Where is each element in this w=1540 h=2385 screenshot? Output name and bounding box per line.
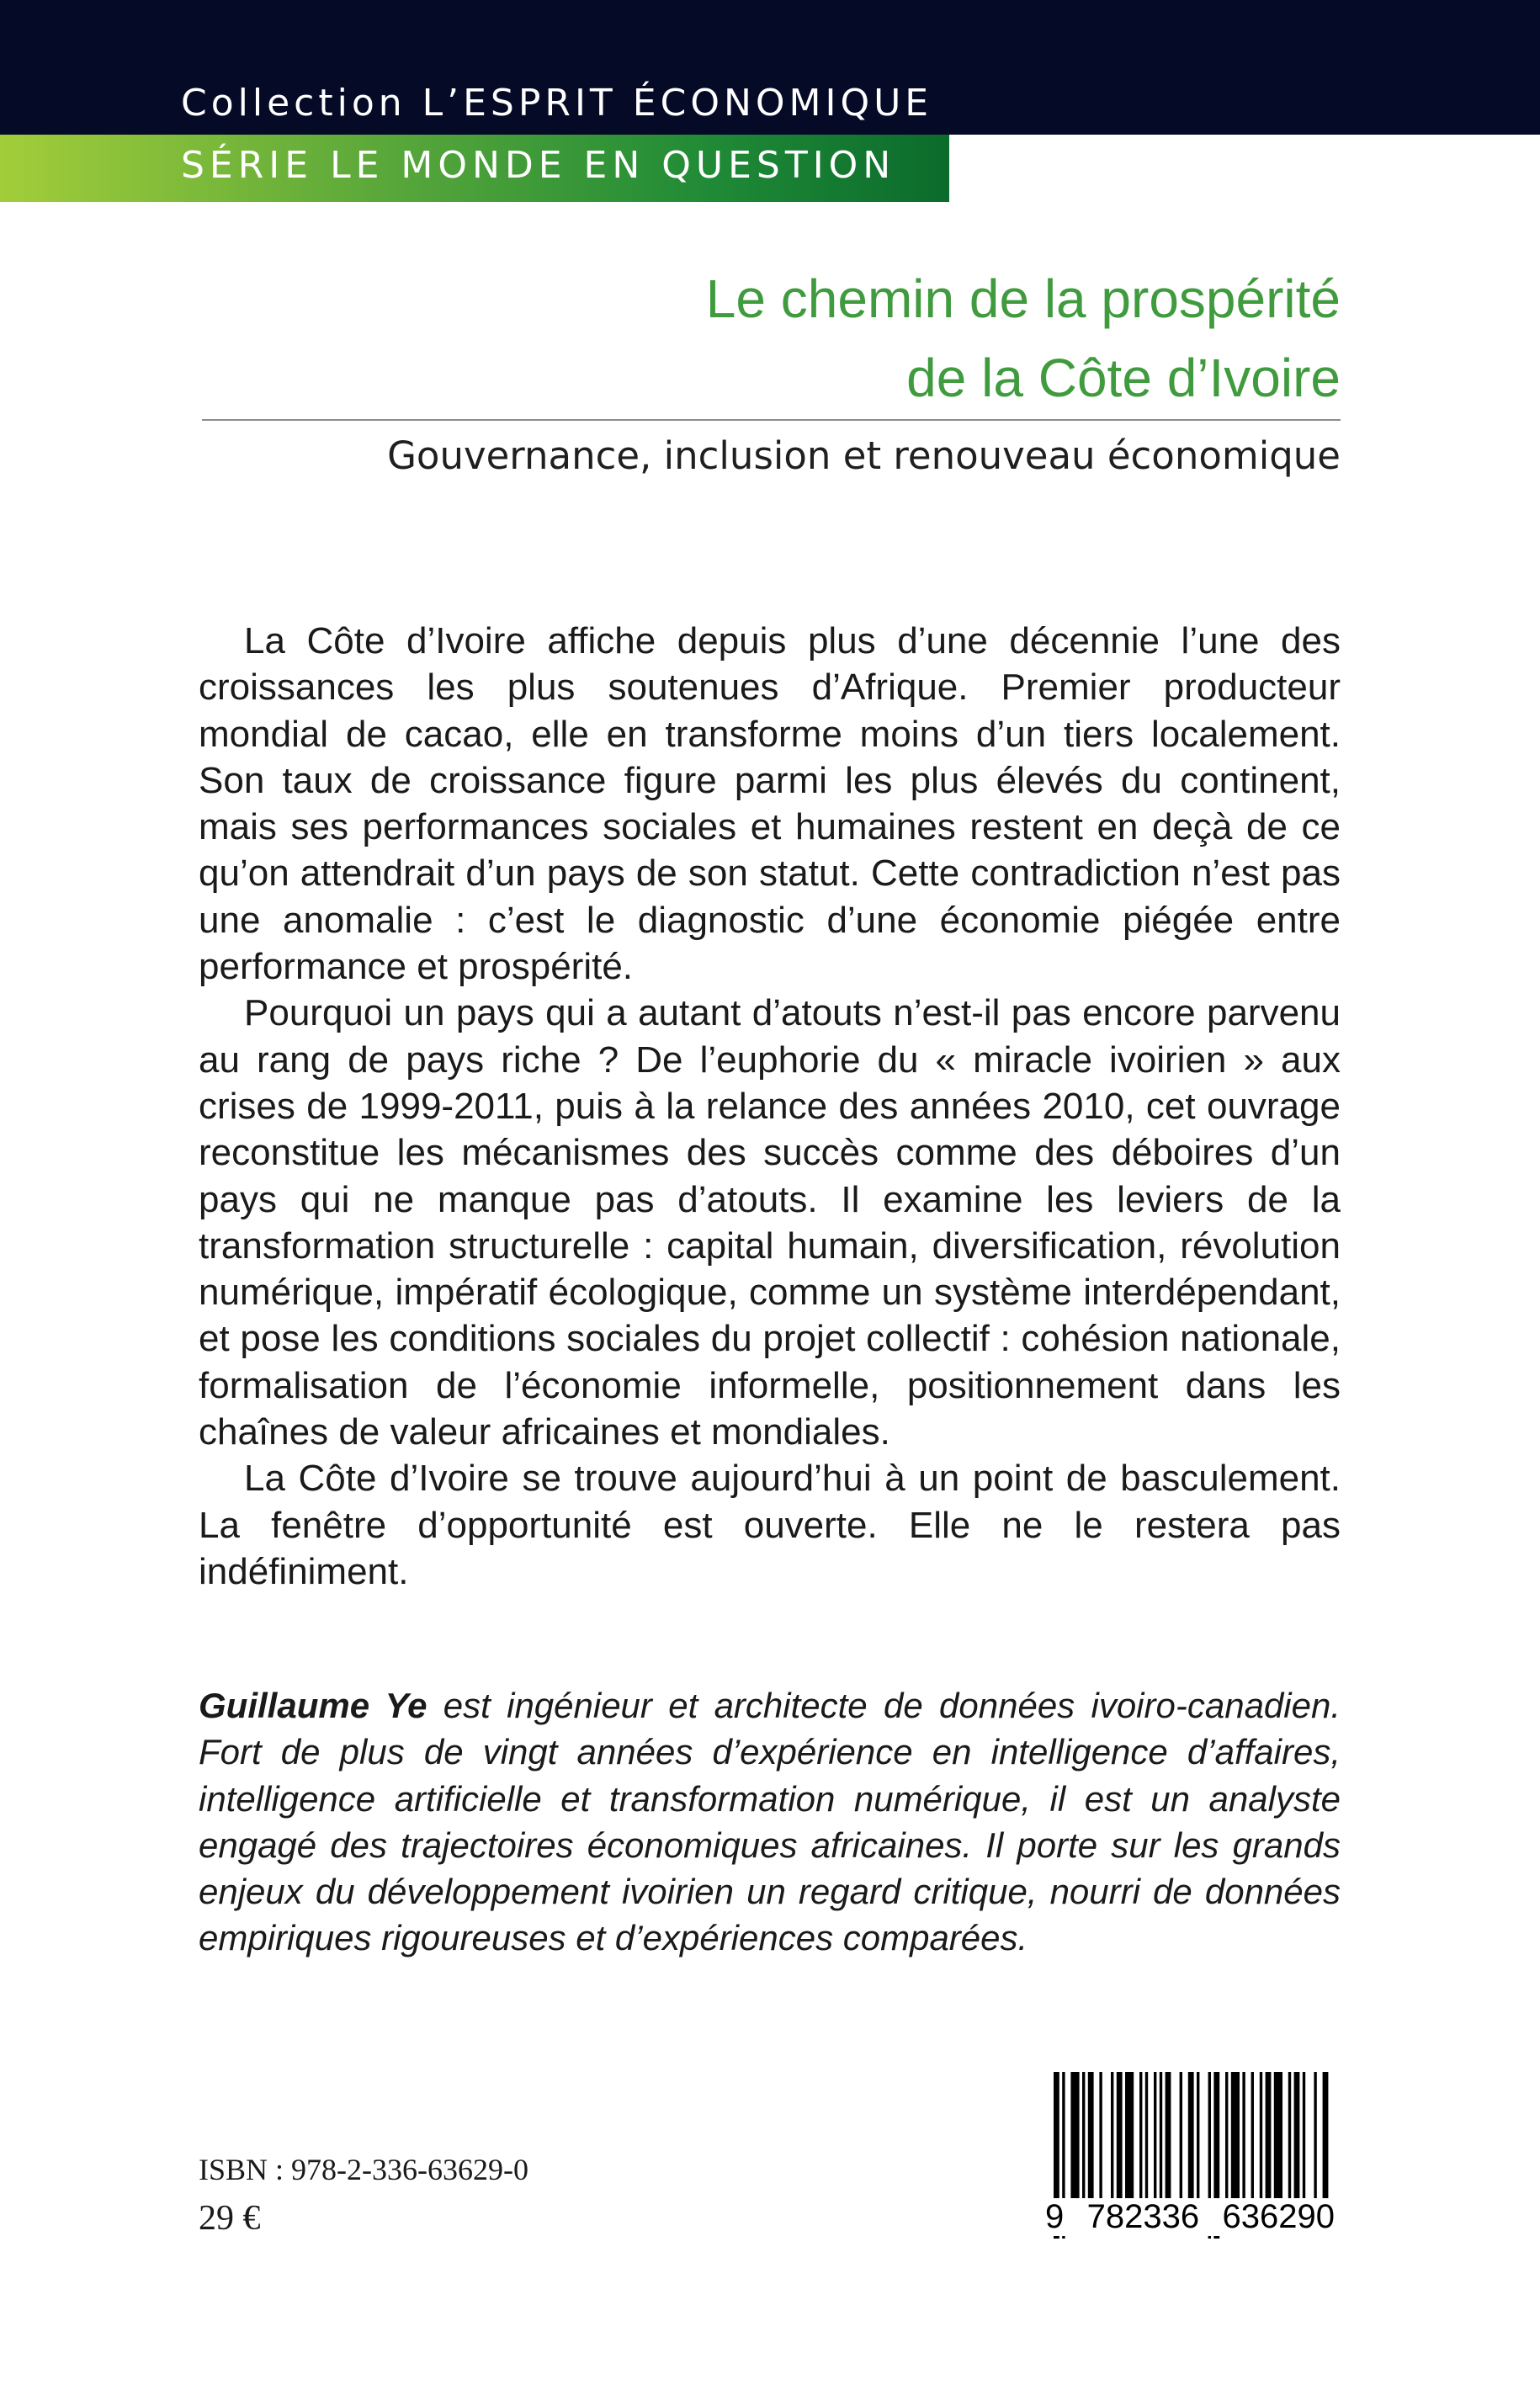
- isbn: ISBN : 978-2-336-63629-0: [199, 2153, 528, 2186]
- barcode-bar: [1197, 2072, 1199, 2215]
- barcode-bar: [1154, 2072, 1156, 2215]
- barcode-bar: [1139, 2072, 1142, 2215]
- barcode-bar: [1125, 2072, 1134, 2215]
- barcode-bar: [1188, 2072, 1194, 2215]
- barcode-bar: [1070, 2072, 1079, 2215]
- barcode-bar: [1242, 2072, 1245, 2215]
- barcode-digit-prefix: 9: [1045, 2198, 1065, 2235]
- blurb: [199, 618, 1341, 1595]
- barcode-bar: [1111, 2072, 1113, 2215]
- barcode-bar: [1314, 2072, 1316, 2215]
- barcode-bar: [1303, 2072, 1305, 2215]
- barcode-bar: [1251, 2072, 1254, 2215]
- barcode-bar: [1231, 2072, 1240, 2215]
- barcode-bar: [1160, 2072, 1162, 2215]
- book-title-line-1: Le chemin de la prospérité: [705, 268, 1341, 329]
- book-subtitle: Gouvernance, inclusion et renouveau économique: [387, 433, 1341, 478]
- barcode-bar: [1225, 2072, 1228, 2215]
- barcode-bar: [1260, 2072, 1262, 2215]
- series-name: SÉRIE LE MONDE EN QUESTION: [181, 144, 896, 187]
- barcode-bar: [1166, 2072, 1171, 2215]
- blurb-paragraph-1: La Côte d’Ivoire affiche depuis plus d’une décennie l’une des croissances les plus soutenues d’Afrique. Premier producteur mondial de cacao, elle en transforme moins d’un tiers localement. Son taux de croissance figure parmi les plus élevés du continent, mais ses performances sociales et humaines restent en deçà de ce qu’on attendrait d’un pays de son statut. Cette contradiction n’est pas une anomalie : c’est le diagnostic d’une économie piégée entre performance et prospérité.: [199, 620, 1341, 988]
- barcode-bar: [1266, 2072, 1272, 2215]
- barcode-bar: [1180, 2072, 1182, 2215]
- price: 29 €: [199, 2199, 261, 2238]
- barcode-digits-left: 782336: [1086, 2198, 1200, 2235]
- author-bio: [199, 1682, 1341, 1962]
- barcode-bar: [1082, 2072, 1085, 2215]
- barcode-number: [1042, 2198, 1338, 2236]
- barcode-bar: [1294, 2072, 1300, 2215]
- barcode-digits-right: 636290: [1222, 2198, 1335, 2235]
- barcode-bar: [1323, 2072, 1329, 2215]
- barcode-bar: [1145, 2072, 1148, 2215]
- barcode-bar: [1099, 2072, 1102, 2215]
- barcode-bar: [1288, 2072, 1291, 2215]
- author-name: Guillaume Ye: [199, 1686, 427, 1725]
- blurb-paragraph-3: La Côte d’Ivoire se trouve aujourd’hui à un point de basculement. La fenêtre d’opportunité est ouverte. Elle ne le restera pas indéfiniment.: [199, 1458, 1341, 1592]
- author-bio-text: est ingénieur et architecte de données ivoiro-canadien. Fort de plus de vingt années d’expérience en intelligence d’affaires, intelligence artificielle et transformation numérique, il est un analyste engagé des trajectoires économiques africaines. Il porte sur les grands enjeux du développement ivoirien un regard critique, nourri de données empiriques rigoureuses et d’expériences comparées.: [199, 1686, 1341, 1958]
- collection-name: Collection L’ESPRIT ÉCONOMIQUE: [181, 82, 933, 125]
- blurb-paragraph-2: Pourquoi un pays qui a autant d’atouts n’est-il pas encore parvenu au rang de pays riche ? De l’euphorie du « miracle ivoirien » aux crises de 1999-2011, puis à la relance des années 2010, cet ouvrage reconstitue les mécanismes des succès comme des déboires d’un pays qui ne manque pas d’atouts. Il examine les leviers de la transformation structurelle : capital humain, diversification, révolution numérique, impératif écologique, comme un système interdépendant, et pose les conditions sociales du projet collectif : cohésion nationale, formalisation de l’économie informelle, positionnement dans les chaînes de valeur africaines et mondiales.: [199, 992, 1341, 1453]
- book-title-line-2: de la Côte d’Ivoire: [906, 348, 1341, 408]
- book-title: [331, 259, 1341, 417]
- barcode-bar: [1088, 2072, 1094, 2215]
- barcode-bar: [1117, 2072, 1123, 2215]
- barcode-bar: [1274, 2072, 1282, 2215]
- title-divider: [202, 419, 1341, 421]
